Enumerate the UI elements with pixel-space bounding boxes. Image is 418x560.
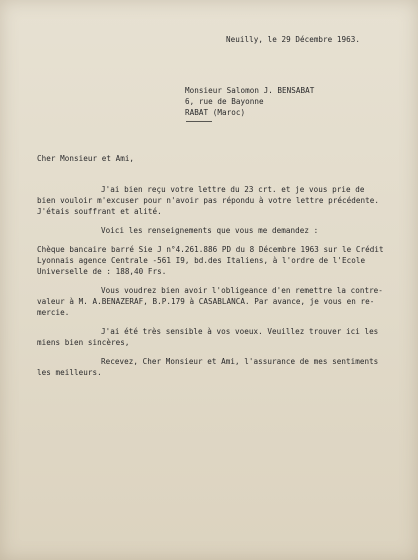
paragraph-3-line-1: Chèque bancaire barré Sie J n°4.261.886 PD du 8 Décembre 1963 sur le Crédit xyxy=(37,245,384,254)
address-underline xyxy=(186,121,212,122)
paragraph-4-line-1: Vous voudrez bien avoir l'obligeance d'en remettre la contre- xyxy=(101,286,383,295)
paragraph-3-line-2: Lyonnais agence Centrale -561 I9, bd.des Italiens, à l'ordre de l'Ecole xyxy=(37,256,366,265)
paragraph-1-line-2: bien vouloir m'excuser pour n'avoir pas répondu à votre lettre précédente. xyxy=(37,196,380,205)
paragraph-6-line-1: Recevez, Cher Monsieur et Ami, l'assurance de mes sentiments xyxy=(101,357,379,366)
paragraph-4-line-3: mercie. xyxy=(37,308,70,317)
place-date: Neuilly, le 29 Décembre 1963. xyxy=(226,35,361,44)
paragraph-3-line-3: Universelle de : 188,40 Frs. xyxy=(37,267,167,276)
recipient-name: Monsieur Salomon J. BENSABAT xyxy=(185,86,315,95)
salutation: Cher Monsieur et Ami, xyxy=(37,154,135,163)
paragraph-4-line-2: valeur à M. A.BENAZERAF, B.P.179 à CASABLANCA. Par avance, je vous en re- xyxy=(37,297,375,306)
recipient-city: RABAT (Maroc) xyxy=(185,108,246,117)
paragraph-5-line-2: miens bien sincères, xyxy=(37,338,130,347)
paragraph-1-line-3: J'étais souffrant et alité. xyxy=(37,207,162,216)
recipient-street: 6, rue de Bayonne xyxy=(185,97,264,106)
paragraph-6-line-2: les meilleurs. xyxy=(37,368,102,377)
paragraph-1-line-1: J'ai bien reçu votre lettre du 23 crt. et je vous prie de xyxy=(101,185,365,194)
paragraph-2-line-1: Voici les renseignements que vous me demandez : xyxy=(101,226,319,235)
paragraph-5-line-1: J'ai été très sensible à vos voeux. Veuillez trouver ici les xyxy=(101,327,379,336)
